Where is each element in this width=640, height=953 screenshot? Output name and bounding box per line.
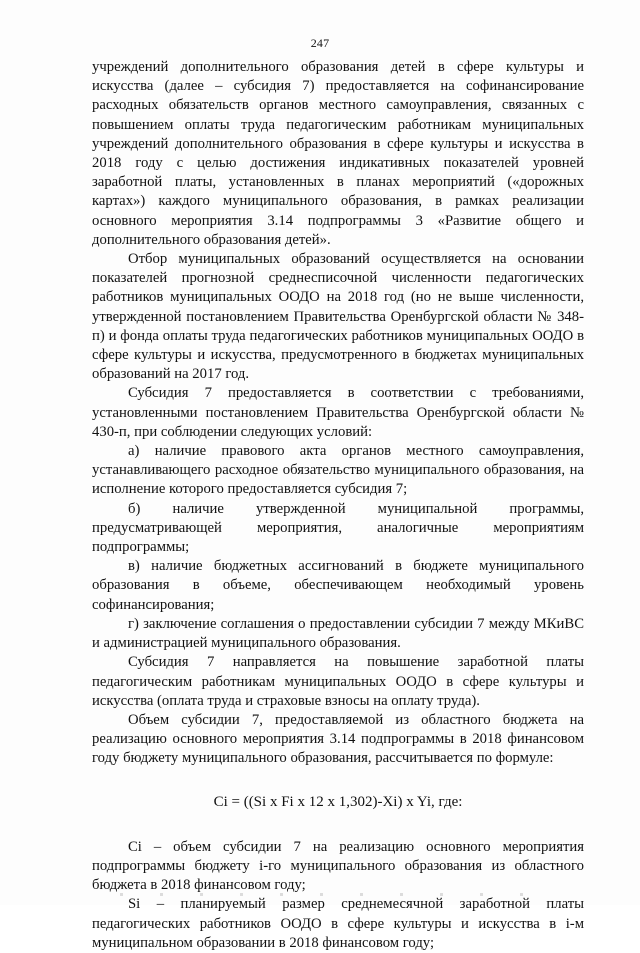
scan-artifact: [120, 893, 540, 896]
paragraph-volume: Объем субсидии 7, предоставляемой из областного бюджета на реализацию основного мероприятия 3.14 подпрограммы в 2018 финансовом году бюджету муниципального образования, рассчитывается по формуле:: [92, 711, 584, 767]
formula: Ci = ((Si x Fi x 12 x 1,302)-Xi) x Yi, где:: [213, 793, 463, 810]
paragraph-conditions: Субсидия 7 предоставляется в соответствии с требованиями, установленными постановлением Правительства Оренбургской области № 430-п, при соблюдении следующих условий:: [92, 385, 584, 440]
paragraph-subsidy-intro: учреждений дополнительного образования детей в сфере культуры и искусства (далее – субсидия 7) предоставляется на софинансирование расходных обязательств органов местного самоуправления, связанных с повышением оплаты труда педагогическим работникам муниципальных учреждений дополнительного образования в сфере культуры и искусства в 2018 году с целью достижения индикативных показателей уровней заработной платы, установленных в планах мероприятий («дорожных картах») каждого муниципального образования, в рамках реализации основного мероприятия 3.14 подпрограммы 3 «Развитие общего и дополнительного образования детей».: [92, 59, 584, 248]
condition-d: г) заключение соглашения о предоставлении субсидии 7 между МКиВС и администрацией муниципального образования.: [92, 615, 584, 652]
definition-ci: Ci – объем субсидии 7 на реализацию основного мероприятия подпрограммы бюджету i-го муниципального образования из областного бюджета в 2018 финансовом году;: [92, 838, 584, 894]
page-number: 247: [310, 36, 330, 50]
condition-c: в) наличие бюджетных ассигнований в бюджете муниципального образования в объеме, обеспечивающем необходимый уровень софинансирования;: [92, 558, 584, 613]
paragraph-selection: Отбор муниципальных образований осуществляется на основании показателей прогнозной среднесписочной численности педагогических работников муниципальных ООДО на 2018 год (но не выше численности, утвержденной постановлением Правительства Оренбургской области № 348-п) и фонда оплаты труда педагогических работников муниципальных ООДО в сфере культуры и искусства, предусмотренного в бюджетах муниципальных образований на 2017 год.: [92, 251, 584, 383]
paragraph-purpose: Субсидия 7 направляется на повышение заработной платы педагогическим работникам муниципальных ООДО в сфере культуры и искусства (оплата труда и страховые взносы на оплату труда).: [92, 654, 584, 709]
definition-si: Si – планируемый размер среднемесячной заработной платы педагогических работников ООДО в сфере культуры и искусства в i-м муниципальном образовании в 2018 финансовом году;: [92, 896, 584, 951]
condition-b: б) наличие утвержденной муниципальной программы, предусматривающей мероприятия, аналогичные мероприятиям подпрограммы;: [92, 500, 584, 556]
condition-a: а) наличие правового акта органов местного самоуправления, устанавливающего расходное обязательство муниципального образования, на исполнение которого предоставляется субсидия 7;: [92, 443, 584, 498]
document-body: [92, 58, 584, 953]
